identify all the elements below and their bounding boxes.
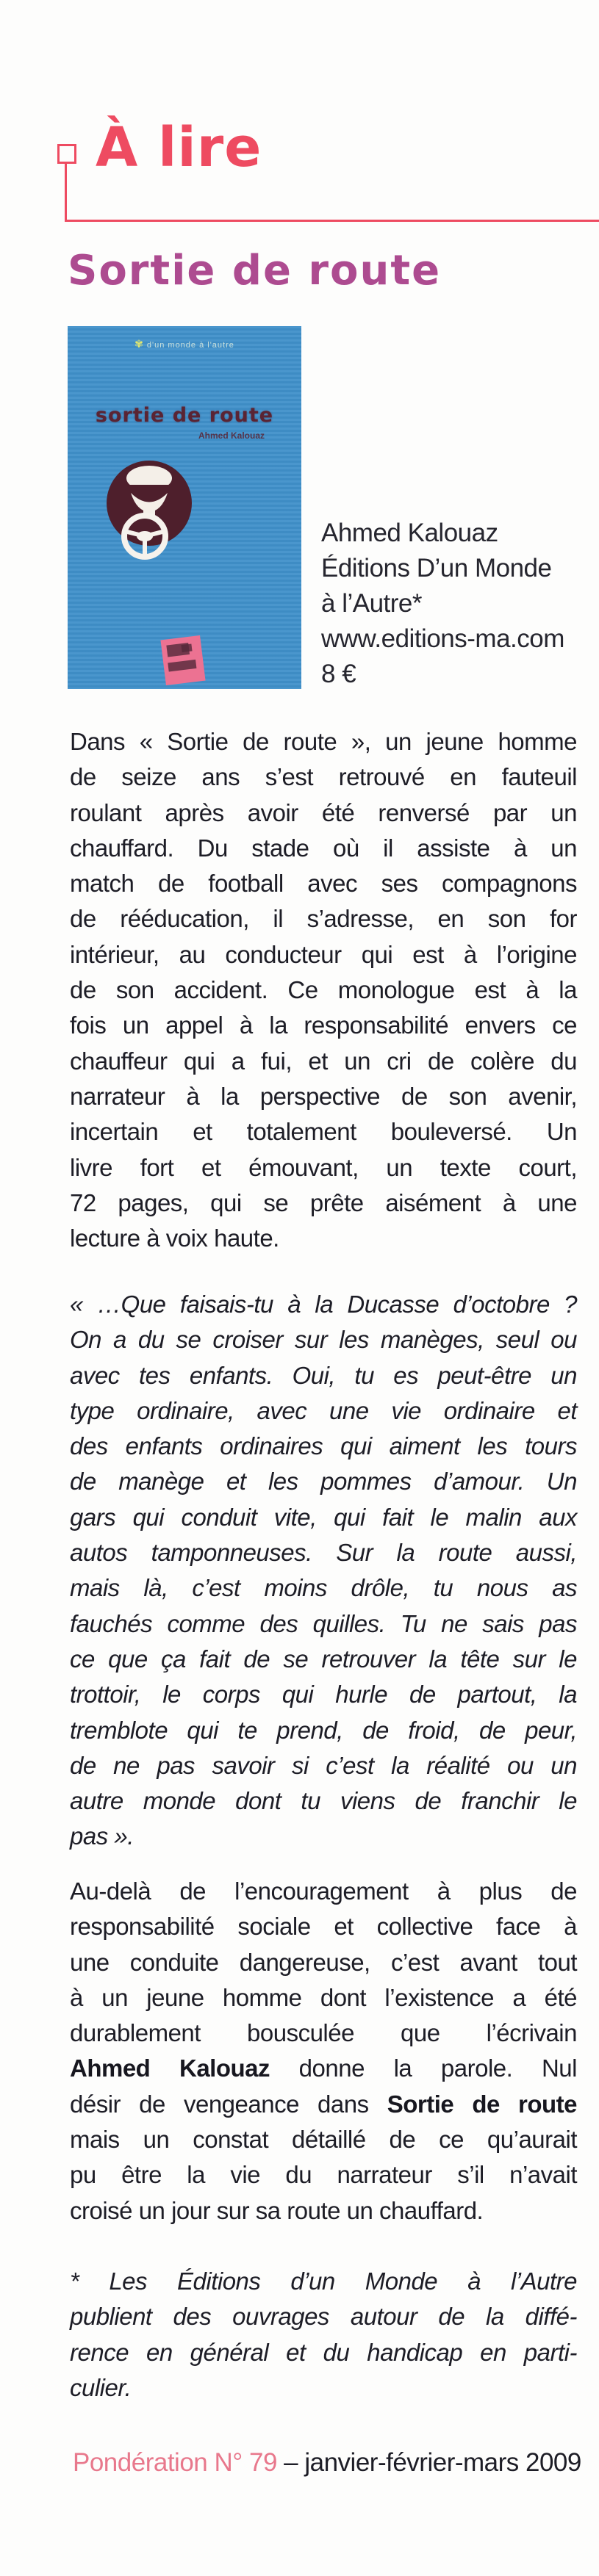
text-line: pas ». bbox=[70, 1822, 134, 1850]
text-line: responsabilité sociale et collective face à bbox=[70, 1913, 577, 1941]
article-title: Sortie de route bbox=[68, 247, 442, 295]
publisher-stamp bbox=[160, 635, 205, 685]
text-line: gars qui conduit vite, qui fait le malin aux bbox=[70, 1503, 577, 1531]
text-line: désir de vengeance dans Sortie de route bbox=[70, 2090, 577, 2118]
text-line: mais un constat détaillé de ce qu’aurait bbox=[70, 2126, 577, 2154]
text-line: de seize ans s’est retrouvé en fauteuil bbox=[70, 763, 577, 791]
book-cover bbox=[68, 326, 301, 689]
text-line: trottoir, le corps qui hurle de partout, la bbox=[70, 1681, 577, 1709]
text-line: mais là, c’est moins drôle, tu nous as bbox=[70, 1574, 577, 1602]
text-line: narrateur à la perspective de son avenir, bbox=[70, 1082, 577, 1110]
page-footer bbox=[73, 2448, 581, 2478]
text-line: de ne pas savoir si c’est la réalité ou un bbox=[70, 1751, 577, 1779]
book-price: 8 € bbox=[321, 660, 356, 688]
text-line: fois un appel à la responsabilité envers ce bbox=[70, 1011, 577, 1039]
text-line: de manège et les pommes d’amour. Un bbox=[70, 1468, 577, 1496]
cover-author-name: Ahmed Kalouaz bbox=[198, 430, 265, 441]
section-connector-line bbox=[65, 162, 67, 221]
text-line: * Les Éditions d’un Monde à l’Autre bbox=[70, 2267, 577, 2295]
book-author: Ahmed Kalouaz bbox=[321, 519, 498, 547]
text-line: durablement bousculée que l’écrivain bbox=[70, 2019, 577, 2047]
text-line: roulant après avoir été renversé par un bbox=[70, 798, 577, 826]
book-website: www.editions-ma.com bbox=[321, 624, 564, 653]
stamp-mark bbox=[168, 660, 196, 672]
text-line: culier. bbox=[70, 2373, 132, 2401]
flower-icon: ✾ bbox=[134, 338, 144, 350]
issue-date: – janvier-février-mars 2009 bbox=[284, 2448, 581, 2477]
text-line: publient des ouvrages autour de la diffé- bbox=[70, 2303, 577, 2331]
footnote-paragraph bbox=[70, 2264, 577, 2406]
quote-paragraph bbox=[70, 1287, 577, 1855]
text-line: lecture à voix haute. bbox=[70, 1224, 279, 1252]
text-line: intérieur, au conducteur qui est à l’origine bbox=[70, 940, 577, 968]
text-line: livre fort et émouvant, un texte court, bbox=[70, 1153, 577, 1181]
text-line: type ordinaire, avec une vie ordinaire et bbox=[70, 1396, 577, 1424]
book-publisher-line1: Éditions D’un Monde bbox=[321, 554, 552, 582]
section-marker-square bbox=[57, 144, 76, 164]
section-title: À lire bbox=[96, 116, 262, 179]
journal-name: Pondération N° 79 bbox=[73, 2448, 277, 2477]
text-line: rence en général et du handicap en parti- bbox=[70, 2338, 577, 2366]
book-info-block bbox=[321, 516, 586, 692]
text-line: fauchés comme des quilles. Tu ne sais pas bbox=[70, 1609, 577, 1637]
driver-illustration bbox=[68, 326, 301, 689]
text-line: Ahmed Kalouaz donne la parole. Nul bbox=[70, 2054, 577, 2082]
text-line: de rééducation, il s’adresse, en son for bbox=[70, 905, 577, 933]
section-divider-rule bbox=[65, 220, 599, 222]
text-line: autos tamponneuses. Sur la route aussi, bbox=[70, 1539, 577, 1567]
text-line: chauffeur qui a fui, et un cri de colère du bbox=[70, 1047, 577, 1075]
text-line: autre monde dont tu viens de franchir le bbox=[70, 1787, 577, 1815]
text-line: match de football avec ses compagnons bbox=[70, 870, 577, 898]
text-line: chauffard. Du stade où il assiste à un bbox=[70, 834, 577, 862]
text-line: pu être la vie du narrateur s’il n’avait bbox=[70, 2161, 577, 2189]
publisher-logo-text: d'un monde à l'autre bbox=[146, 341, 234, 350]
book-publisher-line2: à l’Autre* bbox=[321, 589, 423, 618]
text-line: croisé un jour sur sa route un chauffard. bbox=[70, 2196, 484, 2224]
body-paragraph-intro bbox=[70, 724, 577, 1256]
text-line: 72 pages, qui se prête aisément à une bbox=[70, 1188, 577, 1216]
text-line: à un jeune homme dont l’existence a été bbox=[70, 1983, 577, 2011]
cover-book-title: sortie de route bbox=[95, 404, 274, 427]
text-line: Dans « Sortie de route », un jeune homme bbox=[70, 728, 577, 755]
text-line: incertain et totalement bouleversé. Un bbox=[70, 1118, 577, 1146]
text-line: avec tes enfants. Oui, tu es peut-être un bbox=[70, 1361, 577, 1389]
stamp-mark bbox=[181, 643, 192, 652]
body-paragraph-conclusion bbox=[70, 1874, 577, 2229]
text-line: ce que ça fait de se retrouver la tête sur le bbox=[70, 1645, 577, 1673]
text-line: Au-delà de l’encouragement à plus de bbox=[70, 1877, 577, 1905]
text-line: de son accident. Ce monologue est à la bbox=[70, 976, 577, 1004]
text-line: On a du se croiser sur les manèges, seul ou bbox=[70, 1326, 577, 1354]
text-line: des enfants ordinaires qui aiment les tours bbox=[70, 1432, 577, 1460]
text-line: une conduite dangereuse, c’est avant tout bbox=[70, 1948, 577, 1976]
text-line: « …Que faisais-tu à la Ducasse d’octobre ? bbox=[70, 1291, 577, 1318]
text-line: tremblote qui te prend, de froid, de peur, bbox=[70, 1716, 577, 1744]
